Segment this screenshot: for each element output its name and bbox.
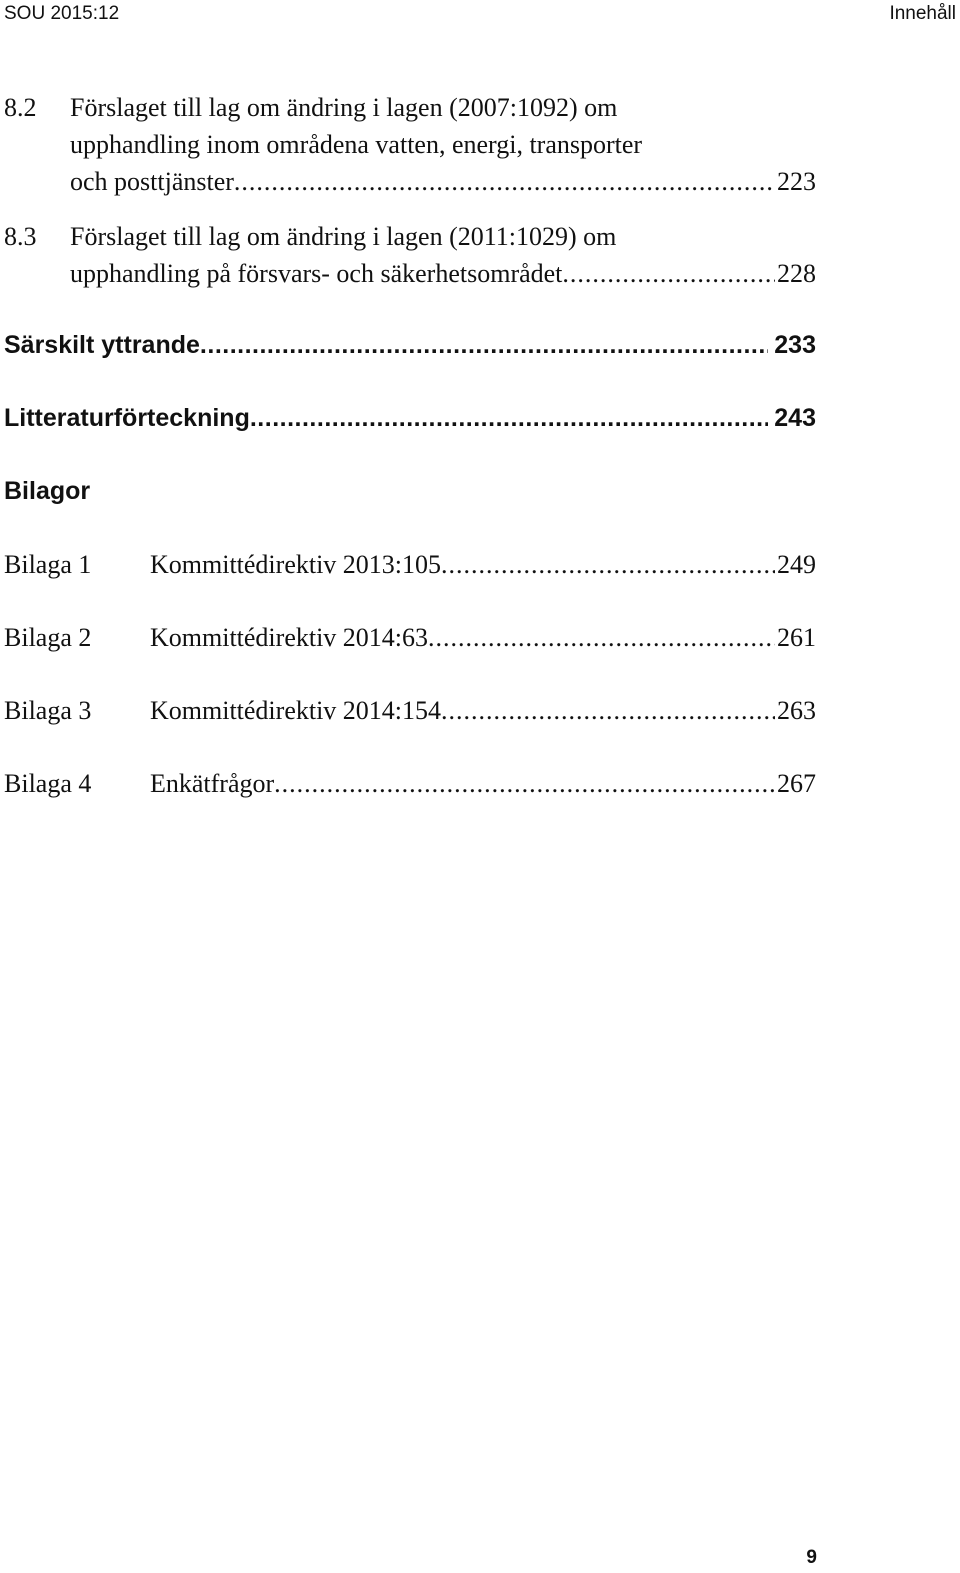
appendix-label: Bilaga 3 (4, 696, 92, 725)
page-number: 9 (806, 1547, 817, 1568)
toc-entry-bilaga-3[interactable] (4, 692, 816, 729)
section-title-line: och posttjänster (70, 167, 234, 196)
toc-entry-bilaga-4[interactable] (4, 765, 816, 802)
dot-leader (441, 546, 775, 583)
dot-leader (200, 330, 768, 360)
section-number: 8.2 (4, 93, 37, 122)
section-title-line: Förslaget till lag om ändring i lagen (2011:1029) om (70, 222, 617, 251)
section-title-line: upphandling inom områdena vatten, energi, transporter (70, 130, 643, 159)
appendix-title: Kommittédirektiv 2014:154 (150, 696, 442, 725)
appendix-label: Bilaga 2 (4, 623, 92, 652)
page-reference: 261 (777, 623, 816, 652)
dot-leader (234, 163, 775, 200)
dot-leader (428, 619, 775, 656)
toc-entry-8-3[interactable] (4, 218, 816, 292)
dot-leader (441, 692, 775, 729)
running-header-right: Innehåll (889, 3, 956, 24)
toc-entry-bilaga-1[interactable] (4, 546, 816, 583)
page-reference: 243 (774, 404, 816, 432)
section-title (70, 218, 816, 292)
appendix-title: Kommittédirektiv 2013:105 (150, 550, 442, 579)
section-number: 8.3 (4, 222, 37, 251)
appendix-title-line (150, 546, 816, 583)
running-header-left: SOU 2015:12 (4, 3, 120, 24)
page-reference: 249 (777, 550, 816, 579)
toc-entry-sarskilt-yttrande[interactable] (4, 330, 816, 360)
section-title-last-line (70, 255, 816, 292)
appendix-title: Enkätfrågor (150, 769, 275, 798)
section-title (70, 89, 816, 200)
toc-entry-bilaga-2[interactable] (4, 619, 816, 656)
dot-leader (562, 255, 775, 292)
appendix-title: Kommittédirektiv 2014:63 (150, 623, 429, 652)
page-reference: 267 (777, 769, 816, 798)
section-title-line: upphandling på försvars- och säkerhetsområdet (70, 259, 563, 288)
heading-title: Särskilt yttrande (4, 331, 200, 359)
section-title-last-line (70, 163, 816, 200)
page-reference: 228 (777, 259, 816, 288)
appendix-title-line (150, 765, 816, 802)
appendix-label: Bilaga 1 (4, 550, 92, 579)
appendix-label: Bilaga 4 (4, 769, 92, 798)
toc-entry-litteraturforteckning[interactable] (4, 403, 816, 433)
heading-title: Litteraturförteckning (4, 404, 250, 432)
page-reference: 263 (777, 696, 816, 725)
toc-entry-8-2[interactable] (4, 89, 816, 200)
dot-leader (250, 403, 768, 433)
section-title-line: Förslaget till lag om ändring i lagen (2007:1092) om (70, 93, 618, 122)
page-reference: 233 (774, 331, 816, 359)
dot-leader (274, 765, 775, 802)
appendix-title-line (150, 692, 816, 729)
page-reference: 223 (777, 167, 816, 196)
appendix-title-line (150, 619, 816, 656)
appendix-heading: Bilagor (4, 477, 91, 505)
